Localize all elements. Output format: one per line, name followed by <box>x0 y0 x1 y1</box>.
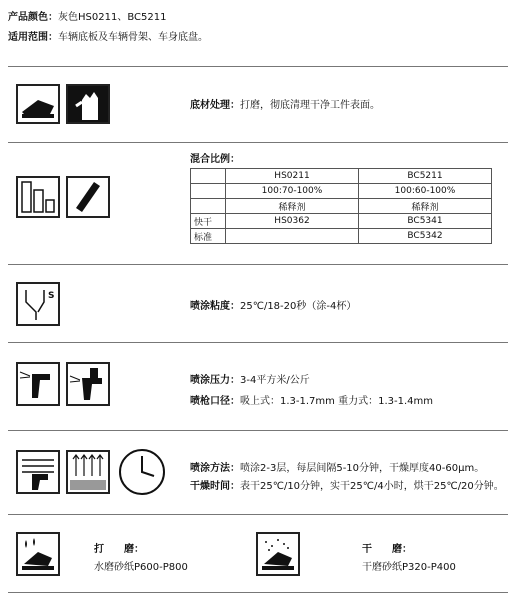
mixing-label: 混合比例： <box>190 154 240 165</box>
table-cell: 标准 <box>191 229 226 244</box>
divider <box>8 142 508 143</box>
hand-wipe-icon <box>16 84 60 124</box>
wet-sanding-value: 水磨砂纸P600-P800 <box>94 562 188 573</box>
pressure-value: 3-4平方米/公斤 <box>240 375 310 386</box>
viscosity-line <box>190 297 356 312</box>
nozzle-line <box>190 392 433 407</box>
dry-sanding-icon <box>256 532 300 576</box>
divider <box>8 430 508 431</box>
drying-value: 表干25℃/10分钟，实干25℃/4小时，烘干25℃/20分钟。 <box>240 481 504 492</box>
substrate-line <box>190 96 380 111</box>
scope-value: 车辆底板及车辆骨架、车身底盘。 <box>58 32 208 43</box>
table-cell: BC5211 <box>359 169 492 184</box>
dry-sanding-title: 干 磨： <box>362 544 412 555</box>
nozzle-value: 吸上式：1.3-1.7mm 重力式：1.3-1.4mm <box>240 396 433 407</box>
table-cell: 稀释剂 <box>226 199 359 214</box>
mixing-stick-icon <box>66 176 110 218</box>
gravity-spray-gun-icon <box>66 362 110 406</box>
clock-icon <box>118 448 166 496</box>
scope-line <box>8 28 208 43</box>
method-line <box>190 459 484 474</box>
table-row <box>191 199 492 214</box>
drying-line <box>190 477 504 492</box>
table-cell <box>191 169 226 184</box>
mixing-ratio-icon <box>16 176 60 218</box>
substrate-label: 底材处理： <box>190 100 240 111</box>
drying-heat-icon <box>66 450 110 494</box>
drying-label: 干燥时间： <box>190 481 240 492</box>
method-value: 喷涂2-3层，每层间隔5-10分钟，干燥厚度40-60μm。 <box>240 463 485 474</box>
viscosity-cup-icon <box>16 282 60 326</box>
table-cell: 稀释剂 <box>359 199 492 214</box>
divider <box>8 514 508 515</box>
table-cell: HS0211 <box>226 169 359 184</box>
table-cell: BC5342 <box>359 229 492 244</box>
divider <box>8 342 508 343</box>
table-row <box>191 214 492 229</box>
product-color-line <box>8 8 166 23</box>
table-cell: BC5341 <box>359 214 492 229</box>
substrate-value: 打磨，彻底清理干净工件表面。 <box>240 100 380 111</box>
table-cell: HS0362 <box>226 214 359 229</box>
table-row <box>191 169 492 184</box>
method-label: 喷涂方法： <box>190 463 240 474</box>
viscosity-label: 喷涂粘度： <box>190 301 240 312</box>
spray-layers-icon <box>16 450 60 494</box>
divider <box>8 66 508 67</box>
table-cell: 快干 <box>191 214 226 229</box>
table-cell: 100:70-100% <box>226 184 359 199</box>
nozzle-label: 喷枪口径： <box>190 396 240 407</box>
mixing-table <box>190 168 492 244</box>
table-row <box>191 184 492 199</box>
table-cell: 100:60-100% <box>359 184 492 199</box>
viscosity-icon-letter: S <box>48 291 55 301</box>
suction-spray-gun-icon <box>16 362 60 406</box>
table-cell <box>191 199 226 214</box>
divider <box>8 264 508 265</box>
pressure-label: 喷涂压力： <box>190 375 240 386</box>
viscosity-value: 25℃/18-20秒（涂-4杯） <box>240 301 357 312</box>
product-color-value: 灰色HS0211、BC5211 <box>58 12 167 23</box>
glove-hand-icon <box>66 84 110 124</box>
wet-sanding-icon <box>16 532 60 576</box>
scope-label: 适用范围： <box>8 32 58 43</box>
wet-sanding-title: 打 磨： <box>94 544 144 555</box>
dry-sanding-value: 干磨砂纸P320-P400 <box>362 562 456 573</box>
table-cell <box>191 184 226 199</box>
pressure-line <box>190 371 310 386</box>
product-color-label: 产品颜色： <box>8 12 58 23</box>
table-row <box>191 229 492 244</box>
divider <box>8 592 508 593</box>
table-cell <box>226 229 359 244</box>
